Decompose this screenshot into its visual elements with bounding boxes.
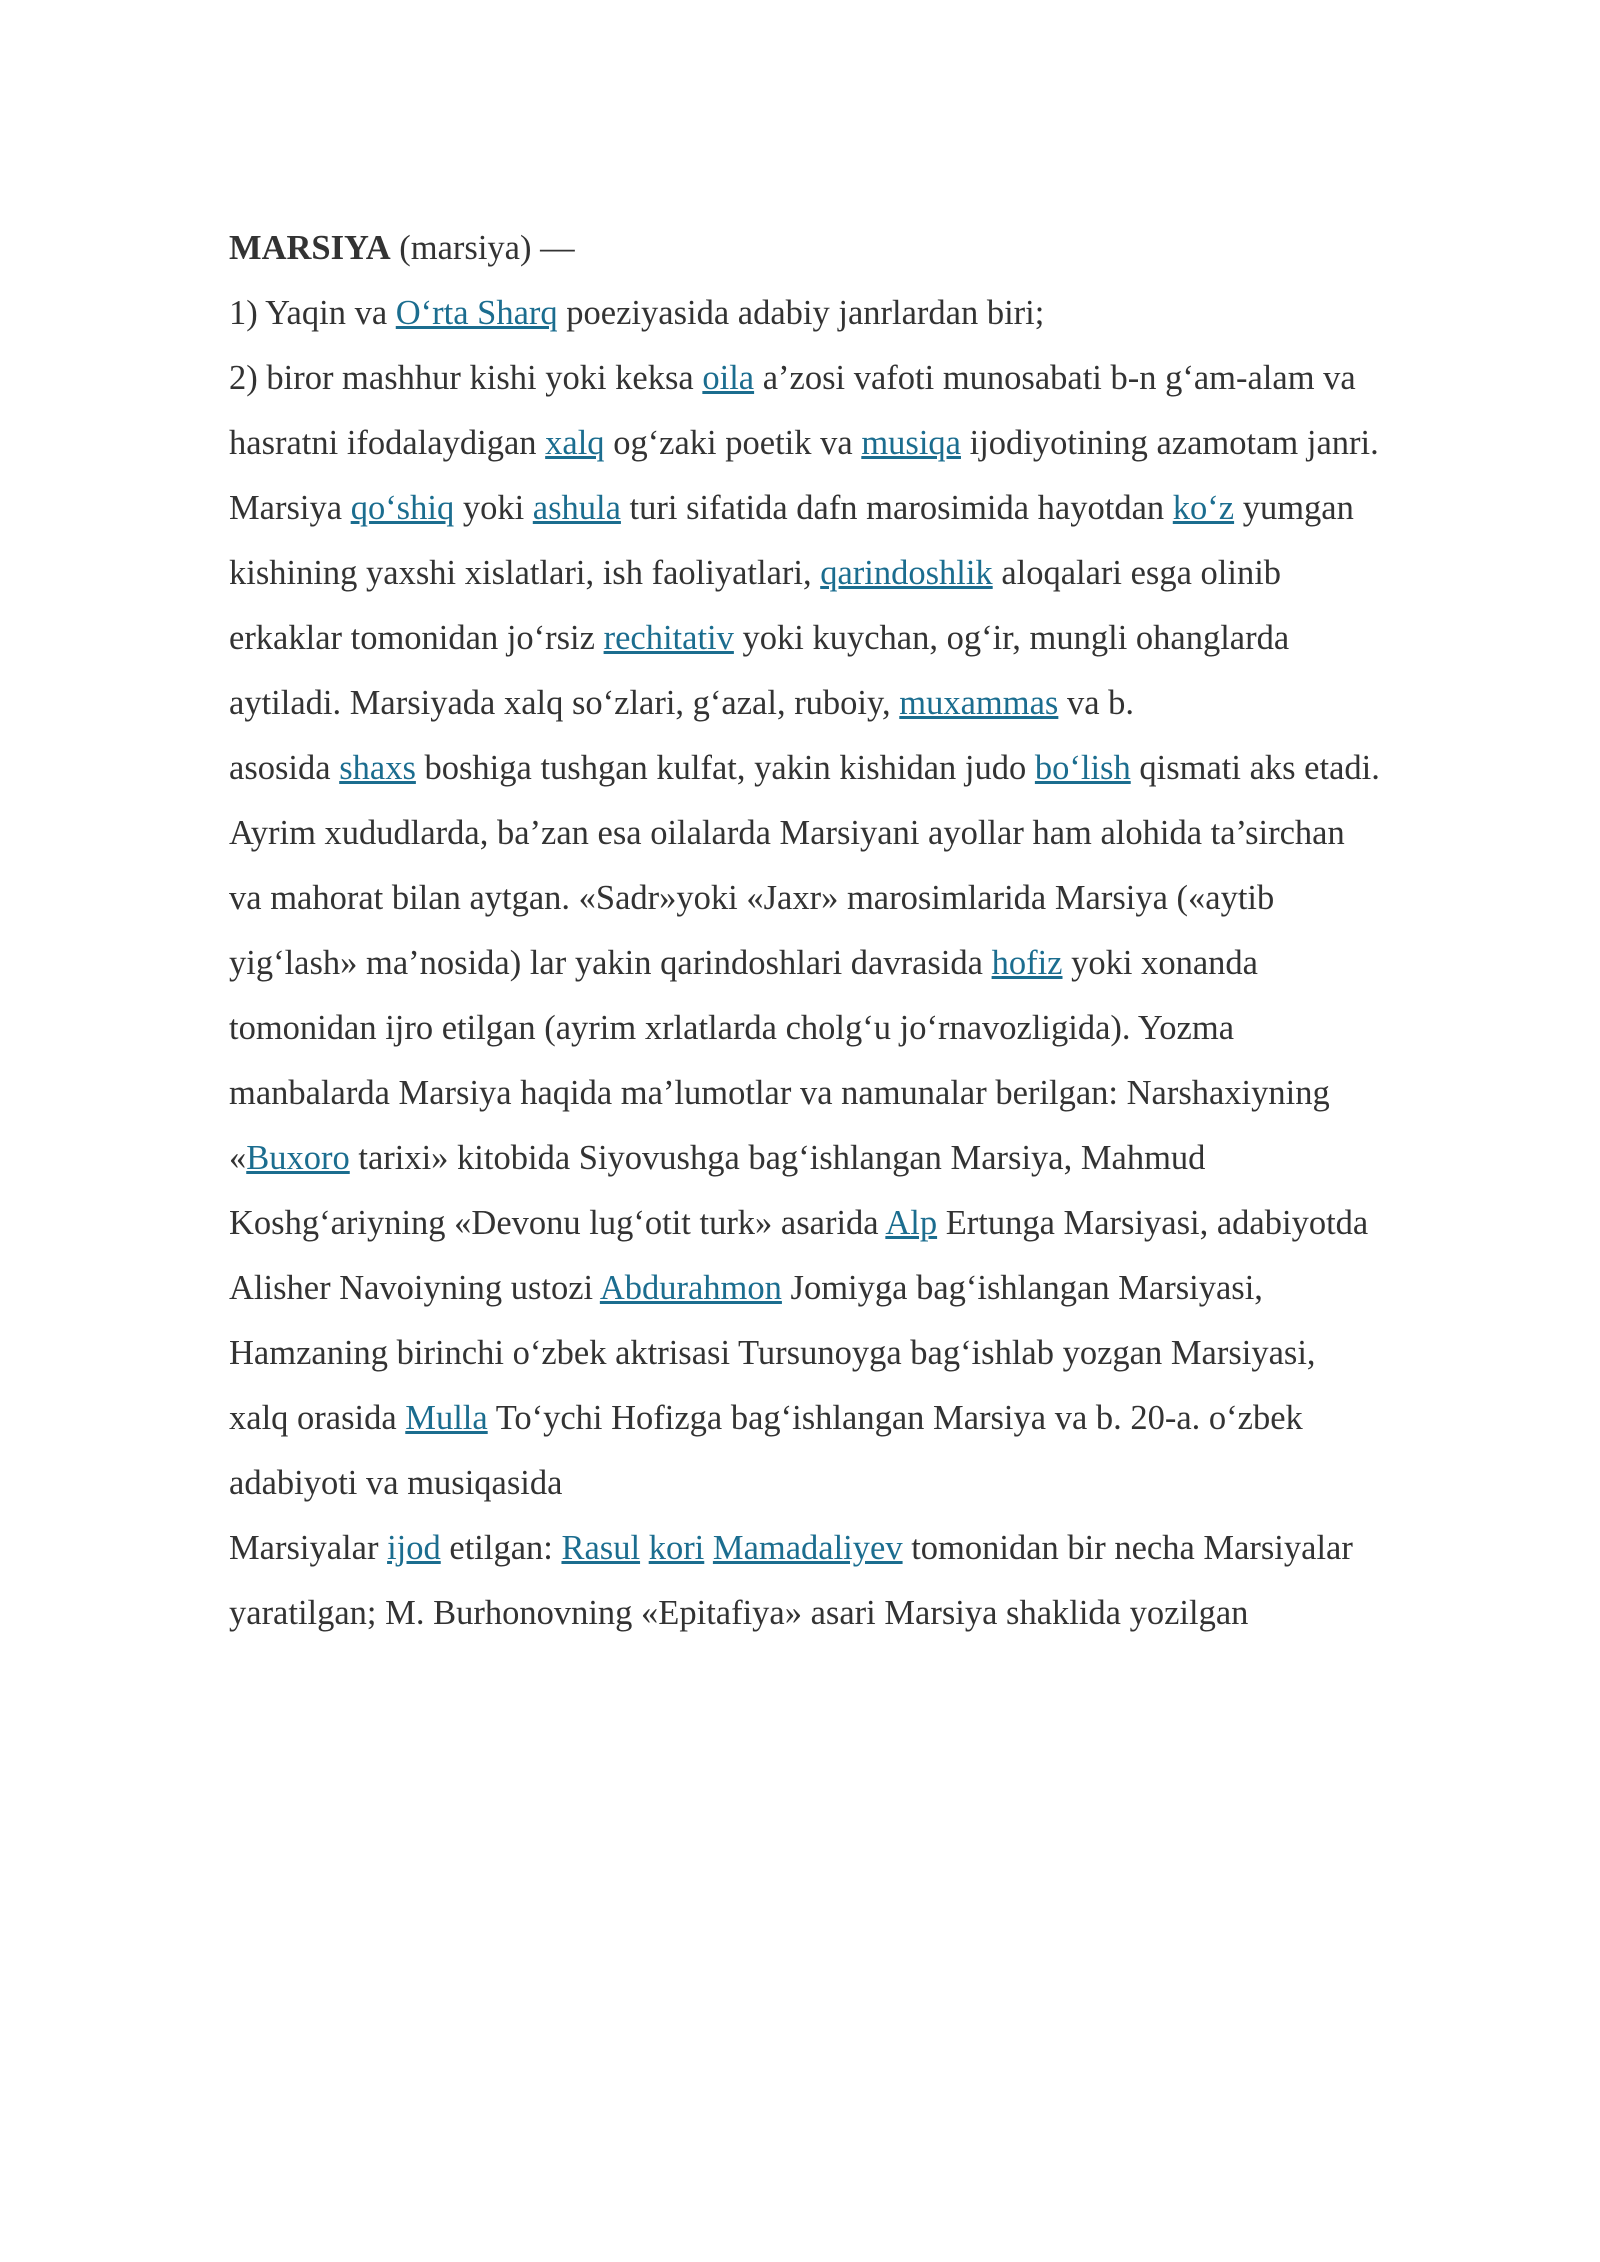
text-run: Marsiyalar	[229, 1529, 388, 1567]
text-run: aytiladi. Marsiyada xalq so‘zlari, g‘azal, ruboiy,	[229, 684, 900, 722]
link-abdurahmon[interactable]: Abdurahmon	[599, 1269, 782, 1307]
text-line: yaratilgan; M. Burhonovning «Epitafiya» asari Marsiya shaklida yozilgan	[229, 1594, 1249, 1632]
text-run: Ertunga Marsiyasi, adabiyotda	[937, 1204, 1369, 1242]
link-qarindoshlik[interactable]: qarindoshlik	[820, 554, 993, 592]
text-run	[704, 1529, 713, 1567]
text-line	[229, 281, 1529, 346]
link-xalq[interactable]: xalq	[545, 424, 605, 462]
text-run: «	[229, 1139, 247, 1177]
text-line: manbalarda Marsiya haqida ma’lumotlar va namunalar berilgan: Narshaxiyning	[229, 1074, 1330, 1112]
text-run: Marsiya	[229, 489, 351, 527]
text-run: a’zosi vafoti munosabati b-n g‘am-alam va	[754, 359, 1356, 397]
link-kori[interactable]: kori	[648, 1529, 705, 1567]
text-run: To‘ychi Hofizga bag‘ishlangan Marsiya va b. 20-a. o‘zbek	[487, 1399, 1303, 1437]
text-run: yoki	[454, 489, 533, 527]
text-line	[229, 1256, 1529, 1321]
text-line: Ayrim xududlarda, ba’zan esa oilalarda Marsiyani ayollar ham alohida ta’sirchan	[229, 814, 1345, 852]
link-qoshiq[interactable]: qo‘shiq	[350, 489, 455, 527]
text-run: 2) biror mashhur kishi yoki keksa	[229, 359, 703, 397]
text-line	[229, 411, 1529, 476]
text-run: qismati aks etadi.	[1130, 749, 1380, 787]
link-alp[interactable]: Alp	[885, 1204, 938, 1242]
text-run: og‘zaki poetik va	[604, 424, 862, 462]
text-run: kishining yaxshi xislatlari, ish faoliyatlari,	[229, 554, 821, 592]
text-line: va mahorat bilan aytgan. «Sadr»yoki «Jaxr» marosimlarida Marsiya («aytib	[229, 879, 1275, 917]
text-run: aloqalari esga olinib	[992, 554, 1282, 592]
text-run: tomonidan bir necha Marsiyalar	[902, 1529, 1353, 1567]
link-orta-sharq[interactable]: O‘rta Sharq	[395, 294, 558, 332]
text-line	[229, 346, 1529, 411]
link-buxoro[interactable]: Buxoro	[246, 1139, 350, 1177]
article-title-suffix: (marsiya) —	[390, 229, 575, 267]
text-run: yoki kuychan, og‘ir, mungli ohanglarda	[733, 619, 1290, 657]
text-line	[229, 931, 1529, 996]
link-ijod[interactable]: ijod	[387, 1529, 441, 1567]
link-rasul[interactable]: Rasul	[561, 1529, 641, 1567]
text-run: boshiga tushgan kulfat, yakin kishidan judo	[415, 749, 1035, 787]
article-body	[229, 216, 1529, 1646]
text-line	[229, 541, 1529, 606]
text-run: turi sifatida dafn marosimida hayotdan	[620, 489, 1173, 527]
link-musiqa[interactable]: musiqa	[861, 424, 961, 462]
text-run: yig‘lash» ma’nosida) lar yakin qarindoshlari davrasida	[229, 944, 992, 982]
link-bolish[interactable]: bo‘lish	[1034, 749, 1131, 787]
text-line	[229, 1386, 1529, 1451]
text-line: tomonidan ijro etilgan (ayrim xrlatlarda cholg‘u jo‘rnavozligida). Yozma	[229, 1009, 1235, 1047]
link-rechitativ[interactable]: rechitativ	[603, 619, 734, 657]
text-run: poeziyasida adabiy janrlardan biri;	[557, 294, 1045, 332]
text-run: Jomiyga bag‘ishlangan Marsiyasi,	[781, 1269, 1263, 1307]
text-run: etilgan:	[440, 1529, 562, 1567]
text-line	[229, 1126, 1529, 1191]
text-run: yumgan	[1234, 489, 1354, 527]
text-run: xalq orasida	[229, 1399, 406, 1437]
text-line	[229, 736, 1529, 801]
text-line: Hamzaning birinchi o‘zbek aktrisasi Tursunoyga bag‘ishlab yozgan Marsiyasi,	[229, 1334, 1316, 1372]
text-run: va b.	[1058, 684, 1135, 722]
article-heading-line	[229, 216, 1529, 281]
text-line	[229, 606, 1529, 671]
text-run: Koshg‘ariyning «Devonu lug‘otit turk» asarida	[229, 1204, 886, 1242]
link-oila[interactable]: oila	[702, 359, 755, 397]
text-run: Alisher Navoiyning ustozi	[229, 1269, 600, 1307]
text-line: adabiyoti va musiqasida	[229, 1464, 563, 1502]
text-line	[229, 1516, 1529, 1581]
link-hofiz[interactable]: hofiz	[991, 944, 1063, 982]
text-line	[229, 671, 1529, 736]
text-run: ijodiyotining azamotam janri.	[960, 424, 1379, 462]
link-mulla[interactable]: Mulla	[405, 1399, 488, 1437]
link-koz[interactable]: ko‘z	[1172, 489, 1235, 527]
text-run: asosida	[229, 749, 340, 787]
text-run: tarixi» kitobida Siyovushga bag‘ishlangan Marsiya, Mahmud	[349, 1139, 1206, 1177]
text-run: hasratni ifodalaydigan	[229, 424, 546, 462]
text-line	[229, 1191, 1529, 1256]
link-mamadaliyev[interactable]: Mamadaliyev	[712, 1529, 903, 1567]
text-run: 1) Yaqin va	[229, 294, 396, 332]
link-shaxs[interactable]: shaxs	[339, 749, 416, 787]
text-run	[640, 1529, 649, 1567]
text-run: yoki xonanda	[1062, 944, 1258, 982]
article-title: MARSIYA	[229, 229, 391, 267]
text-run: erkaklar tomonidan jo‘rsiz	[229, 619, 604, 657]
link-muxammas[interactable]: muxammas	[899, 684, 1059, 722]
link-ashula[interactable]: ashula	[532, 489, 621, 527]
text-line	[229, 476, 1529, 541]
